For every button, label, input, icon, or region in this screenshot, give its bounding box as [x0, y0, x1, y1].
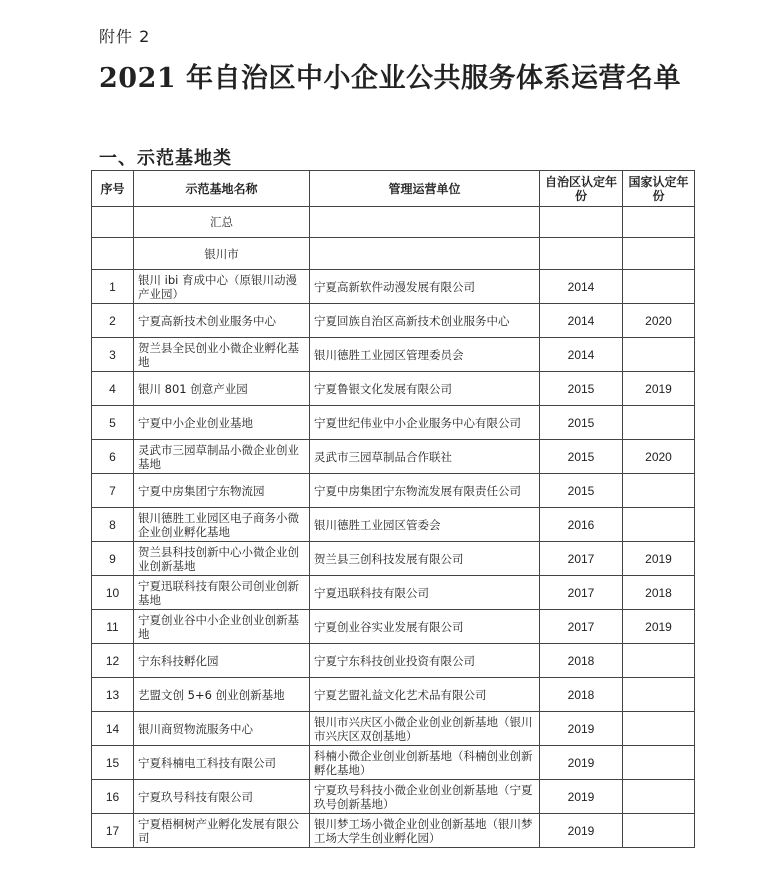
- column-header-no: 序号: [92, 171, 134, 207]
- national-year: [623, 474, 695, 508]
- column-header-operator: 管理运营单位: [310, 171, 540, 207]
- region-year: 2019: [540, 780, 623, 814]
- operator-unit: 科楠小微企业创业创新基地（科楠创业创新孵化基地）: [310, 746, 540, 780]
- region-year: 2019: [540, 712, 623, 746]
- base-name: 宁夏中小企业创业基地: [134, 406, 310, 440]
- national-year: [623, 406, 695, 440]
- table-row: [92, 270, 695, 304]
- region-year: 2017: [540, 576, 623, 610]
- region-year: 2015: [540, 406, 623, 440]
- base-name: 灵武市三园草制品小微企业创业基地: [134, 440, 310, 474]
- operator-unit: 宁夏玖号科技小微企业创业创新基地（宁夏玖号创新基地）: [310, 780, 540, 814]
- national-year: [623, 678, 695, 712]
- table-row: [92, 576, 695, 610]
- table-row: [92, 780, 695, 814]
- operator-unit: 宁夏高新软件动漫发展有限公司: [310, 270, 540, 304]
- region-year: 2014: [540, 338, 623, 372]
- region-year: 2019: [540, 814, 623, 848]
- region-year: 2015: [540, 474, 623, 508]
- region-year: 2018: [540, 644, 623, 678]
- table-row: [92, 610, 695, 644]
- region-year: 2016: [540, 508, 623, 542]
- national-year: [623, 644, 695, 678]
- base-name: 宁夏科楠电工科技有限公司: [134, 746, 310, 780]
- summary-label: 汇总: [134, 207, 310, 238]
- attachment-label: 附件 2: [99, 27, 151, 46]
- empty-cell: [310, 238, 540, 270]
- row-number: 17: [92, 814, 134, 848]
- table-row: [92, 440, 695, 474]
- table-row: [92, 338, 695, 372]
- region-year: 2014: [540, 304, 623, 338]
- row-number: 8: [92, 508, 134, 542]
- row-number: 9: [92, 542, 134, 576]
- row-number: 3: [92, 338, 134, 372]
- empty-cell: [540, 207, 623, 238]
- national-year: [623, 508, 695, 542]
- table-row: [92, 746, 695, 780]
- base-name: 宁夏迅联科技有限公司创业创新基地: [134, 576, 310, 610]
- base-name: 宁东科技孵化园: [134, 644, 310, 678]
- national-year: [623, 814, 695, 848]
- base-name: 银川 801 创意产业园: [134, 372, 310, 406]
- column-header-region-year: 自治区认定年份: [540, 171, 623, 207]
- row-number: 2: [92, 304, 134, 338]
- summary-row: [92, 207, 695, 238]
- column-header-base-name: 示范基地名称: [134, 171, 310, 207]
- national-year: 2019: [623, 610, 695, 644]
- operator-unit: 贺兰县三创科技发展有限公司: [310, 542, 540, 576]
- table-row: [92, 542, 695, 576]
- base-name: 宁夏高新技术创业服务中心: [134, 304, 310, 338]
- table-row: [92, 372, 695, 406]
- operator-unit: 银川梦工场小微企业创业创新基地（银川梦工场大学生创业孵化园）: [310, 814, 540, 848]
- region-year: 2015: [540, 440, 623, 474]
- row-number: 10: [92, 576, 134, 610]
- section-heading: 一、示范基地类: [99, 148, 232, 169]
- national-year: 2018: [623, 576, 695, 610]
- table-row: [92, 814, 695, 848]
- row-number: 4: [92, 372, 134, 406]
- operator-unit: 宁夏中房集团宁东物流发展有限责任公司: [310, 474, 540, 508]
- table-header-row: [92, 171, 695, 207]
- region-year: 2017: [540, 542, 623, 576]
- base-name: 宁夏梧桐树产业孵化发展有限公司: [134, 814, 310, 848]
- base-name: 宁夏玖号科技有限公司: [134, 780, 310, 814]
- empty-cell: [540, 238, 623, 270]
- city-label: 银川市: [134, 238, 310, 270]
- national-year: 2019: [623, 372, 695, 406]
- operator-unit: 银川德胜工业园区管委会: [310, 508, 540, 542]
- national-year: [623, 712, 695, 746]
- national-year: [623, 780, 695, 814]
- base-name: 贺兰县全民创业小微企业孵化基地: [134, 338, 310, 372]
- operator-unit: 银川市兴庆区小微企业创业创新基地（银川市兴庆区双创基地）: [310, 712, 540, 746]
- region-year: 2015: [540, 372, 623, 406]
- national-year: [623, 338, 695, 372]
- table-row: [92, 678, 695, 712]
- base-name: 银川德胜工业园区电子商务小微企业创业孵化基地: [134, 508, 310, 542]
- row-number: 13: [92, 678, 134, 712]
- base-name: 贺兰县科技创新中心小微企业创业创新基地: [134, 542, 310, 576]
- base-name: 银川商贸物流服务中心: [134, 712, 310, 746]
- empty-cell: [310, 207, 540, 238]
- empty-cell: [623, 238, 695, 270]
- city-row: [92, 238, 695, 270]
- row-number: 15: [92, 746, 134, 780]
- row-number: 16: [92, 780, 134, 814]
- empty-cell: [623, 207, 695, 238]
- operator-unit: 宁夏宁东科技创业投资有限公司: [310, 644, 540, 678]
- operator-unit: 宁夏迅联科技有限公司: [310, 576, 540, 610]
- region-year: 2014: [540, 270, 623, 304]
- row-number: 11: [92, 610, 134, 644]
- empty-cell: [92, 238, 134, 270]
- row-number: 5: [92, 406, 134, 440]
- operator-unit: 宁夏世纪伟业中小企业服务中心有限公司: [310, 406, 540, 440]
- operator-unit: 宁夏回族自治区高新技术创业服务中心: [310, 304, 540, 338]
- national-year: 2020: [623, 304, 695, 338]
- region-year: 2019: [540, 746, 623, 780]
- row-number: 6: [92, 440, 134, 474]
- document-title: 2021 年自治区中小企业公共服务体系运营名单: [99, 63, 682, 94]
- base-name: 宁夏创业谷中小企业创业创新基地: [134, 610, 310, 644]
- base-name: 艺盟文创 5+6 创业创新基地: [134, 678, 310, 712]
- table-row: [92, 712, 695, 746]
- table-row: [92, 304, 695, 338]
- row-number: 14: [92, 712, 134, 746]
- demo-base-table: [91, 170, 695, 848]
- table-row: [92, 406, 695, 440]
- row-number: 1: [92, 270, 134, 304]
- national-year: [623, 746, 695, 780]
- operator-unit: 银川德胜工业园区管理委员会: [310, 338, 540, 372]
- table-row: [92, 644, 695, 678]
- region-year: 2017: [540, 610, 623, 644]
- table-body: [92, 207, 695, 848]
- national-year: [623, 270, 695, 304]
- table-row: [92, 474, 695, 508]
- operator-unit: 灵武市三园草制品合作联社: [310, 440, 540, 474]
- row-number: 12: [92, 644, 134, 678]
- empty-cell: [92, 207, 134, 238]
- column-header-national-year: 国家认定年份: [623, 171, 695, 207]
- row-number: 7: [92, 474, 134, 508]
- region-year: 2018: [540, 678, 623, 712]
- national-year: 2019: [623, 542, 695, 576]
- operator-unit: 宁夏艺盟礼益文化艺术品有限公司: [310, 678, 540, 712]
- national-year: 2020: [623, 440, 695, 474]
- base-name: 宁夏中房集团宁东物流园: [134, 474, 310, 508]
- operator-unit: 宁夏鲁银文化发展有限公司: [310, 372, 540, 406]
- base-name: 银川 ibi 育成中心（原银川动漫产业园）: [134, 270, 310, 304]
- table-row: [92, 508, 695, 542]
- operator-unit: 宁夏创业谷实业发展有限公司: [310, 610, 540, 644]
